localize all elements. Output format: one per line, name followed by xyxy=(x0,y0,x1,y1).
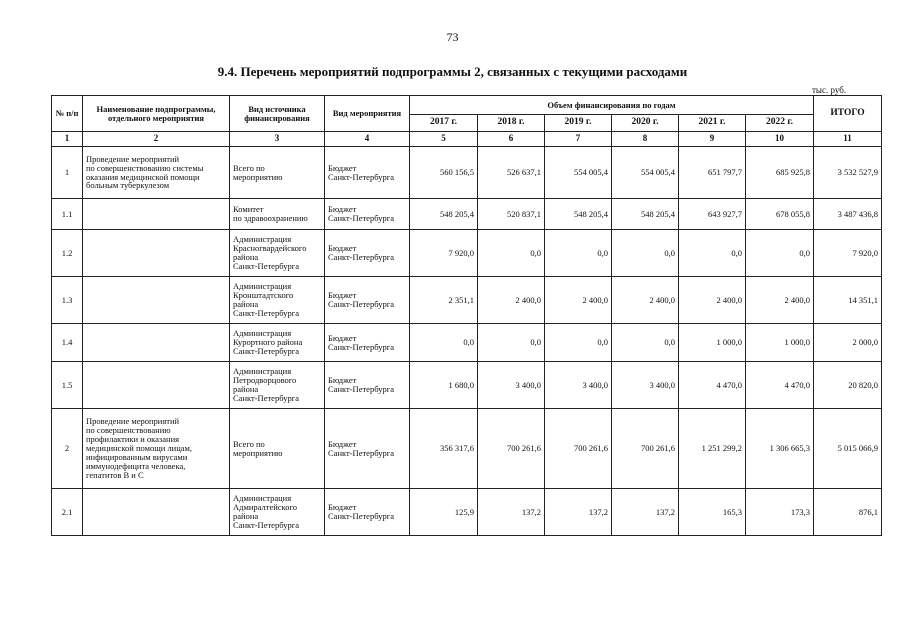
table-row xyxy=(52,409,882,489)
activity-kind-cell-text: Бюджет Санкт-Петербурга xyxy=(328,375,394,394)
year-value-cell: 0,0 xyxy=(746,230,814,277)
header-year: 2018 г. xyxy=(478,115,545,132)
column-number: 9 xyxy=(679,132,746,147)
total-cell: 14 351,1 xyxy=(814,277,882,324)
year-value-cell: 7 920,0 xyxy=(410,230,478,277)
header-volume: Объем финансирования по годам xyxy=(410,96,814,115)
table-row xyxy=(52,199,882,230)
total-cell: 876,1 xyxy=(814,489,882,536)
funding-source-cell xyxy=(230,362,325,409)
funding-source-cell xyxy=(230,147,325,199)
year-value-cell: 678 055,8 xyxy=(746,199,814,230)
funding-source-cell-text: Администрация Кронштадтского района Санкт-Петербурга xyxy=(233,281,299,318)
header-year: 2017 г. xyxy=(410,115,478,132)
table-row xyxy=(52,362,882,409)
activity-kind-cell-text: Бюджет Санкт-Петербурга xyxy=(328,502,394,521)
activity-name-cell xyxy=(83,147,230,199)
year-value-cell: 137,2 xyxy=(478,489,545,536)
header-year: 2022 г. xyxy=(746,115,814,132)
year-value-cell: 356 317,6 xyxy=(410,409,478,489)
activity-kind-cell xyxy=(325,230,410,277)
header-kind: Вид мероприятия xyxy=(325,96,410,132)
header-year: 2019 г. xyxy=(545,115,612,132)
year-value-cell: 2 400,0 xyxy=(478,277,545,324)
year-value-cell: 3 400,0 xyxy=(612,362,679,409)
column-number: 3 xyxy=(230,132,325,147)
row-number-cell: 1.5 xyxy=(52,362,83,409)
column-number: 2 xyxy=(83,132,230,147)
row-number-cell: 1.2 xyxy=(52,230,83,277)
activity-kind-cell-text: Бюджет Санкт-Петербурга xyxy=(328,438,394,458)
year-value-cell: 1 251 299,2 xyxy=(679,409,746,489)
funding-source-cell-text: Всего по мероприятию xyxy=(233,438,283,458)
activity-kind-cell xyxy=(325,277,410,324)
header-year: 2021 г. xyxy=(679,115,746,132)
header-num: № п/п xyxy=(52,96,83,132)
year-value-cell: 137,2 xyxy=(545,489,612,536)
table-body xyxy=(52,147,882,536)
table-row xyxy=(52,277,882,324)
funding-source-cell xyxy=(230,277,325,324)
year-value-cell: 554 005,4 xyxy=(612,147,679,199)
funding-source-cell-text: Администрация Курортного района Санкт-Петербурга xyxy=(233,328,303,356)
total-cell: 3 487 436,8 xyxy=(814,199,882,230)
activity-name-cell xyxy=(83,199,230,230)
year-value-cell: 2 400,0 xyxy=(746,277,814,324)
activity-kind-cell-text: Бюджет Санкт-Петербурга xyxy=(328,290,394,309)
total-cell: 7 920,0 xyxy=(814,230,882,277)
row-number-cell: 2.1 xyxy=(52,489,83,536)
header-year: 2020 г. xyxy=(612,115,679,132)
total-cell: 5 015 066,9 xyxy=(814,409,882,489)
table-row xyxy=(52,230,882,277)
row-number-cell: 1.3 xyxy=(52,277,83,324)
table-row xyxy=(52,489,882,536)
column-number: 8 xyxy=(612,132,679,147)
funding-source-cell-text: Всего по мероприятию xyxy=(233,162,283,182)
table-row xyxy=(52,147,882,199)
row-number-cell: 1.4 xyxy=(52,324,83,362)
year-value-cell: 0,0 xyxy=(478,230,545,277)
year-value-cell: 0,0 xyxy=(478,324,545,362)
funding-source-cell xyxy=(230,324,325,362)
activity-kind-cell xyxy=(325,362,410,409)
activity-kind-cell xyxy=(325,324,410,362)
funding-source-cell-text: Администрация Адмиралтейского района Санкт-Петербурга xyxy=(233,493,299,530)
total-cell: 20 820,0 xyxy=(814,362,882,409)
year-value-cell: 4 470,0 xyxy=(679,362,746,409)
year-value-cell: 0,0 xyxy=(612,324,679,362)
year-value-cell: 700 261,6 xyxy=(545,409,612,489)
funding-source-cell xyxy=(230,199,325,230)
year-value-cell: 3 400,0 xyxy=(478,362,545,409)
activity-name-cell xyxy=(83,409,230,489)
activity-kind-cell xyxy=(325,409,410,489)
year-value-cell: 137,2 xyxy=(612,489,679,536)
activity-kind-cell xyxy=(325,147,410,199)
total-cell: 2 000,0 xyxy=(814,324,882,362)
activity-name-cell xyxy=(83,489,230,536)
row-number-cell: 2 xyxy=(52,409,83,489)
year-value-cell: 0,0 xyxy=(612,230,679,277)
year-value-cell: 165,3 xyxy=(679,489,746,536)
activity-name-cell xyxy=(83,230,230,277)
activity-name-cell xyxy=(83,277,230,324)
activity-name-cell-text: Проведение мероприятий по совершенствованию профилактики и оказания медицинской помощи лицам, инфицированным вирусами иммунодефицита человека, гепатитов В и С xyxy=(86,416,193,480)
activity-name-cell xyxy=(83,324,230,362)
year-value-cell: 3 400,0 xyxy=(545,362,612,409)
page-number: 73 xyxy=(446,30,459,44)
funding-source-cell xyxy=(230,230,325,277)
year-value-cell: 2 400,0 xyxy=(612,277,679,324)
funding-source-cell-text: Администрация Красногвардейского района Санкт-Петербурга xyxy=(233,234,307,271)
year-value-cell: 554 005,4 xyxy=(545,147,612,199)
row-number-cell: 1.1 xyxy=(52,199,83,230)
year-value-cell: 526 637,1 xyxy=(478,147,545,199)
year-value-cell: 520 837,1 xyxy=(478,199,545,230)
column-number: 6 xyxy=(478,132,545,147)
activity-kind-cell-text: Бюджет Санкт-Петербурга xyxy=(328,204,394,223)
year-value-cell: 700 261,6 xyxy=(612,409,679,489)
header-name: Наименование подпрограммы, отдельного мероприятия xyxy=(83,96,230,132)
year-value-cell: 0,0 xyxy=(545,230,612,277)
column-number: 7 xyxy=(545,132,612,147)
year-value-cell: 651 797,7 xyxy=(679,147,746,199)
year-value-cell: 2 400,0 xyxy=(545,277,612,324)
total-cell: 3 532 527,9 xyxy=(814,147,882,199)
funding-source-cell xyxy=(230,409,325,489)
year-value-cell: 0,0 xyxy=(545,324,612,362)
year-value-cell: 560 156,5 xyxy=(410,147,478,199)
year-value-cell: 548 205,4 xyxy=(612,199,679,230)
activity-kind-cell xyxy=(325,199,410,230)
year-value-cell: 700 261,6 xyxy=(478,409,545,489)
year-value-cell: 1 680,0 xyxy=(410,362,478,409)
year-value-cell: 2 400,0 xyxy=(679,277,746,324)
activity-kind-cell xyxy=(325,489,410,536)
activity-kind-cell-text: Бюджет Санкт-Петербурга xyxy=(328,243,394,262)
year-value-cell: 0,0 xyxy=(679,230,746,277)
column-number: 5 xyxy=(410,132,478,147)
unit-label: тыс. руб. xyxy=(812,85,847,95)
activity-kind-cell-text: Бюджет Санкт-Петербурга xyxy=(328,162,394,182)
activity-kind-cell-text: Бюджет Санкт-Петербурга xyxy=(328,332,394,352)
year-value-cell: 1 306 665,3 xyxy=(746,409,814,489)
year-value-cell: 1 000,0 xyxy=(679,324,746,362)
year-value-cell: 173,3 xyxy=(746,489,814,536)
year-value-cell: 685 925,8 xyxy=(746,147,814,199)
document-title: 9.4. Перечень мероприятий подпрограммы 2, связанных с текущими расходами xyxy=(217,64,688,79)
funding-source-cell xyxy=(230,489,325,536)
funding-source-cell-text: Комитет по здравоохранению xyxy=(233,204,308,223)
year-value-cell: 4 470,0 xyxy=(746,362,814,409)
funding-table xyxy=(51,95,882,536)
funding-source-cell-text: Администрация Петродворцового района Санкт-Петербурга xyxy=(233,366,299,403)
activity-name-cell-text: Проведение мероприятий по совершенствованию системы оказания медицинской помощи больным туберкулезом xyxy=(86,153,204,191)
row-number-cell: 1 xyxy=(52,147,83,199)
year-value-cell: 0,0 xyxy=(410,324,478,362)
column-number: 4 xyxy=(325,132,410,147)
header-total: ИТОГО xyxy=(814,96,882,132)
year-value-cell: 1 000,0 xyxy=(746,324,814,362)
column-number: 11 xyxy=(814,132,882,147)
year-value-cell: 125,9 xyxy=(410,489,478,536)
column-number: 10 xyxy=(746,132,814,147)
header-source: Вид источника финансирования xyxy=(230,96,325,132)
activity-name-cell xyxy=(83,362,230,409)
column-number: 1 xyxy=(52,132,83,147)
year-value-cell: 643 927,7 xyxy=(679,199,746,230)
year-value-cell: 548 205,4 xyxy=(545,199,612,230)
year-value-cell: 548 205,4 xyxy=(410,199,478,230)
year-value-cell: 2 351,1 xyxy=(410,277,478,324)
table-row xyxy=(52,324,882,362)
